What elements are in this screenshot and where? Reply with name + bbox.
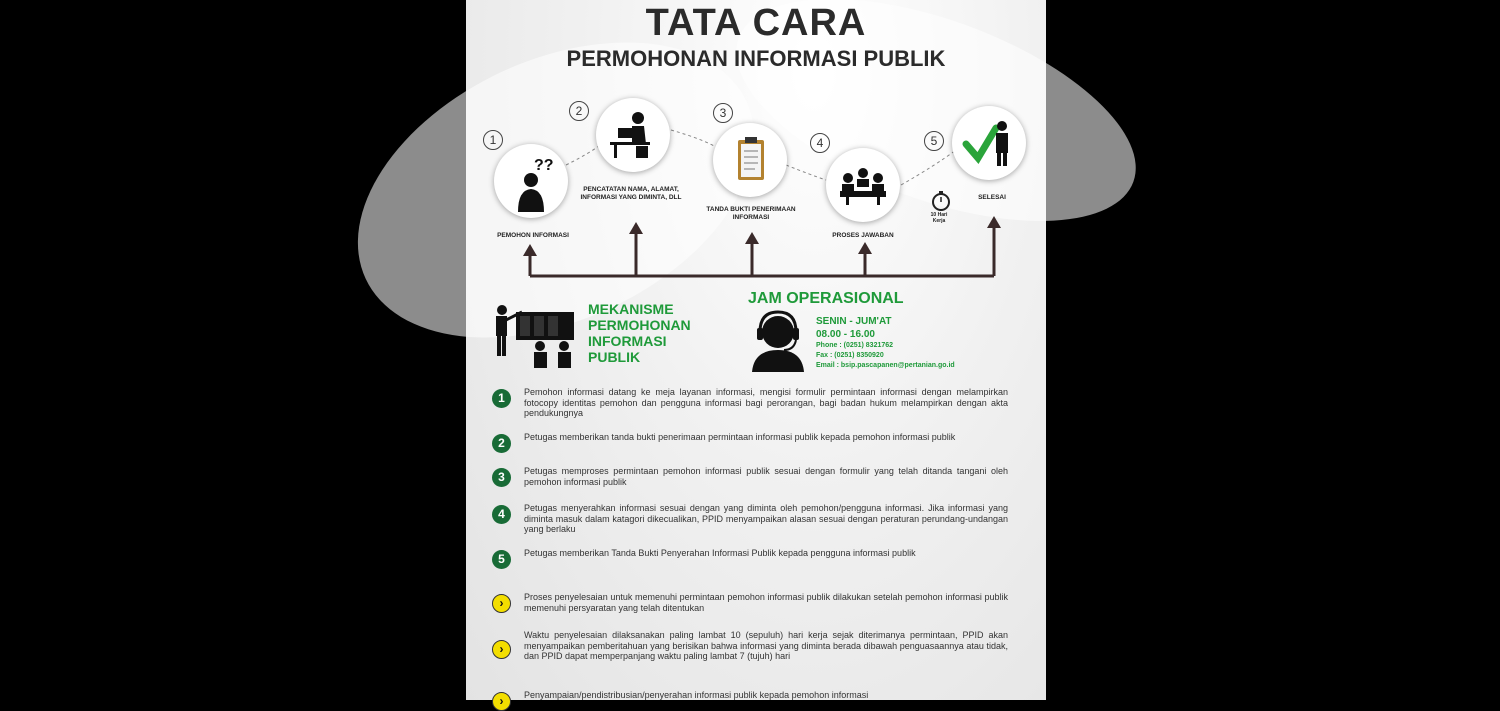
page-subtitle: PERMOHONAN INFORMASI PUBLIK [566, 46, 946, 71]
timer-label: 10 Hari Kerja [930, 212, 948, 224]
person-question-icon [494, 144, 568, 218]
list-item-text: Petugas memberikan Tanda Bukti Penyerahan Informasi Publik kepada pengguna informasi publik [524, 548, 916, 558]
step-badge: 5 [492, 550, 511, 569]
step-4-label: PROSES JAWABAN [832, 232, 894, 239]
step-3-number: 3 [713, 103, 733, 123]
step-1-label: PEMOHON INFORMASI [497, 232, 569, 239]
note-text: Penyampaian/pendistribusian/penyerahan informasi publik kepada pemohon informasi [524, 690, 869, 700]
operational-title: JAM OPERASIONAL [748, 290, 904, 307]
step-2-label: PENCATATAN NAMA, ALAMAT, INFORMASI YANG DIMINTA, DLL [580, 186, 682, 201]
step-badge: 1 [492, 389, 511, 408]
svg-text:??: ?? [534, 157, 554, 174]
mechanism-title-line: PERMOHONAN [588, 317, 691, 333]
meeting-table-icon [826, 148, 900, 222]
presenter-audience-icon [490, 300, 578, 373]
mechanism-title [588, 301, 691, 365]
headset-agent-icon [748, 310, 816, 377]
note-text: Proses penyelesaian untuk memenuhi permintaan pemohon informasi publik dilakukan setelah pemohon informasi publik memenuhi persyaratan yang telah ditentukan [524, 592, 1008, 613]
note-text: Waktu penyelesaian dilaksanakan paling lambat 10 (sepuluh) hari kerja sejak diterimanya permintaan, PPID akan menyampaikan pemberitahuan yang berisikan bahwa informasi yang diminta berada dibawah penguasaannya atau tidak, dan PPID dapat memperpanjang waktu paling lambat 7 (tujuh) hari [524, 630, 1008, 661]
step-badge: 3 [492, 468, 511, 487]
chevron-right-icon: › [492, 640, 511, 659]
step-2-number: 2 [569, 101, 589, 121]
list-item-text: Pemohon informasi datang ke meja layanan informasi, mengisi formulir permintaan informasi dengan melampirkan fotocopy identitas pemohon dan pengguna informasi bagi perorangan, bagi badan hukum melampirkan dengan akta pendukungnya [524, 387, 1008, 418]
step-4-number: 4 [810, 133, 830, 153]
list-item-text: Petugas memproses permintaan pemohon informasi publik sesuai dengan formulir yang telah ditanda tangani oleh pemohon informasi publik [524, 466, 1008, 487]
poster [466, 0, 1046, 708]
step-3-label: TANDA BUKTI PENERIMAAN INFORMASI [706, 206, 796, 221]
operational-email[interactable]: Email : bsip.pascapanen@pertanian.go.id [816, 362, 955, 369]
mechanism-title-line: MEKANISME [588, 301, 674, 317]
list-item-text: Petugas memberikan tanda bukti penerimaan permintaan informasi publik kepada pemohon informasi publik [524, 432, 956, 442]
operational-phone: Phone : (0251) 8321762 [816, 342, 894, 349]
step-5-number: 5 [924, 131, 944, 151]
step-5-label: SELESAI [978, 194, 1006, 201]
step-1-number: 1 [483, 130, 503, 150]
step-badge: 2 [492, 434, 511, 453]
list-item-text: Petugas menyerahkan informasi sesuai dengan yang diminta oleh pemohon/pengguna informasi. Jika informasi yang diminta masuk dalam katagori dikecualikan, PPID menyampaikan alasan sesuai dengan peraturan perundang-undangan yang berlaku [524, 503, 1008, 534]
chevron-right-icon: › [492, 692, 511, 711]
clipboard-icon [713, 123, 787, 197]
person-at-computer-icon [596, 98, 670, 172]
operational-hours: 08.00 - 16.00 [816, 329, 875, 340]
page-title: TATA CARA [645, 2, 867, 44]
operational-fax: Fax : (0251) 8350920 [816, 352, 884, 359]
mechanism-title-line: INFORMASI [588, 333, 667, 349]
step-badge: 4 [492, 505, 511, 524]
person-checkmark-icon [952, 106, 1026, 180]
chevron-right-icon: › [492, 594, 511, 613]
mechanism-title-line: PUBLIK [588, 349, 641, 365]
operational-days: SENIN - JUM'AT [816, 316, 892, 327]
